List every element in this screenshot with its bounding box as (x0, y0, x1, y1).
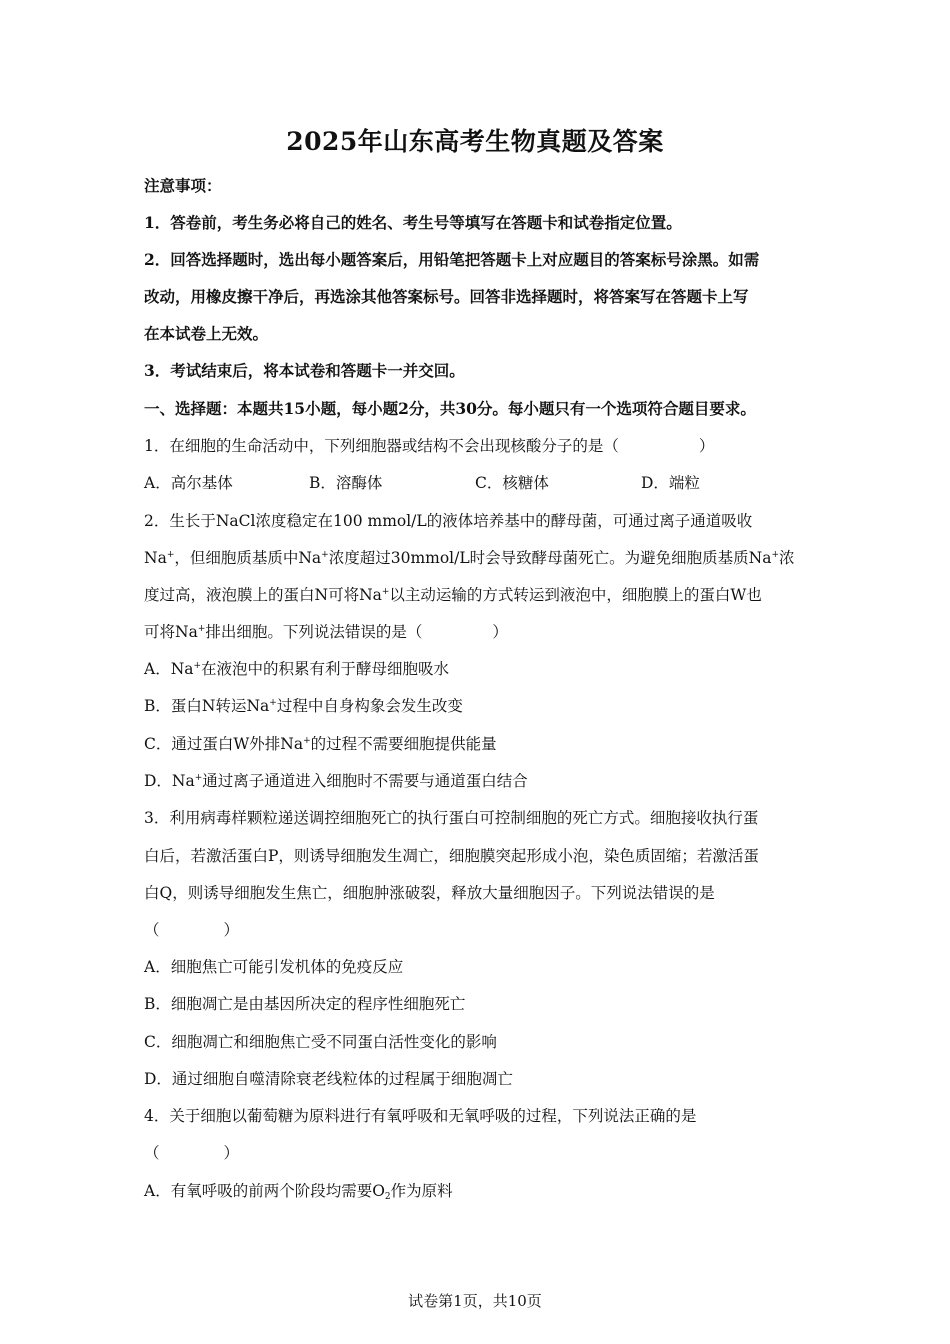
question-2-line-4 (144, 621, 814, 643)
text-fragment: 的过程不需要细胞提供能量 (310, 735, 497, 753)
answer-paren-close: ） (223, 1144, 240, 1162)
question-2-option-a (144, 658, 814, 680)
text-fragment: Na (144, 549, 167, 567)
page-footer: 试卷第1页，共10页 (408, 1292, 542, 1310)
text-fragment: 通过离子通道进入细胞时不需要与通道蛋白结合 (202, 772, 528, 790)
question-3-option-d: D．通过细胞自噬清除衰老线粒体的过程属于细胞凋亡 (144, 1070, 513, 1088)
superscript-plus: + (771, 550, 779, 560)
question-4-option-a (144, 1180, 814, 1202)
option-b: B．溶酶体 (309, 474, 383, 492)
question-3-option-c: C．细胞凋亡和细胞焦亡受不同蛋白活性变化的影响 (144, 1033, 497, 1051)
question-2-line-3 (144, 584, 814, 606)
superscript-plus: + (303, 736, 311, 746)
question-1-stem (144, 435, 814, 457)
question-3-line-2: 白后，若激活蛋白P，则诱导细胞发生凋亡，细胞膜突起形成小泡，染色质固缩；若激活蛋 (144, 847, 759, 865)
question-2-option-d (144, 770, 814, 792)
text-fragment: 浓 (779, 549, 795, 567)
superscript-plus: + (194, 773, 203, 783)
notice-item-1: 1．答卷前，考生务必将自己的姓名、考生号等填写在答题卡和试卷指定位置。 (144, 213, 682, 232)
document-title: 2025年山东高考生物真题及答案 (286, 127, 664, 156)
superscript-plus: + (166, 550, 175, 560)
superscript-plus: + (321, 550, 329, 560)
question-3-option-a: A．细胞焦亡可能引发机体的免疫反应 (144, 958, 404, 976)
text-fragment: 以主动运输的方式转运到液泡中，细胞膜上的蛋白W也 (389, 586, 762, 604)
question-3-line-1: 3．利用病毒样颗粒递送调控细胞死亡的执行蛋白可控制细胞的死亡方式。细胞接收执行蛋 (144, 809, 759, 827)
question-2-line-1: 2．生长于NaCl浓度稳定在100 mmol/L的液体培养基中的酵母菌，可通过离子通道吸收 (144, 512, 753, 530)
answer-paren-open: （ (144, 1144, 160, 1162)
notice-item-2-line-3: 在本试卷上无效。 (144, 324, 269, 343)
answer-paren-open: （ (144, 921, 160, 939)
text-fragment: 度过高，液泡膜上的蛋白N可将Na (144, 586, 382, 604)
question-3-option-b: B．细胞凋亡是由基因所决定的程序性细胞死亡 (144, 995, 466, 1013)
superscript-plus: + (269, 698, 277, 708)
answer-paren-close: ） (223, 921, 240, 939)
section-heading-choice: 一、选择题：本题共15小题，每小题2分，共30分。每小题只有一个选项符合题目要求。 (144, 399, 756, 418)
question-4-answer-paren (144, 1142, 814, 1164)
notice-item-3: 3．考试结束后，将本试卷和答题卡一并交回。 (144, 361, 465, 380)
question-2-option-c (144, 733, 814, 755)
text-fragment: 可将Na (144, 623, 198, 641)
question-3-line-3: 白Q，则诱导细胞发生焦亡，细胞肿涨破裂，释放大量细胞因子。下列说法错误的是 (144, 884, 715, 902)
question-2-line-2 (144, 547, 814, 569)
text-fragment: 浓度超过30mmol/L时会导致酵母菌死亡。为避免细胞质基质Na (328, 549, 772, 567)
text-fragment: B．蛋白N转运Na (144, 697, 270, 715)
superscript-plus: + (193, 661, 202, 671)
question-4-line-1: 4．关于细胞以葡萄糖为原料进行有氧呼吸和无氧呼吸的过程，下列说法正确的是 (144, 1107, 697, 1125)
question-3-answer-paren (144, 919, 814, 941)
superscript-plus: + (197, 624, 206, 634)
question-2-option-b (144, 695, 814, 717)
question-1-options (144, 472, 814, 494)
text-fragment: D．Na (144, 772, 195, 790)
text-fragment: 排出细胞。下列说法错误的是（ (205, 623, 423, 641)
notice-item-2-line-2: 改动，用橡皮擦干净后，再选涂其他答案标号。回答非选择题时，将答案写在答题卡上写 (144, 287, 749, 306)
answer-paren-close: ） (492, 623, 508, 641)
text-fragment: C．通过蛋白W外排Na (144, 735, 304, 753)
text-fragment: A．有氧呼吸的前两个阶段均需要O (144, 1182, 385, 1200)
option-d: D．端粒 (641, 474, 700, 492)
notice-heading: 注意事项： (144, 176, 222, 195)
notice-item-2-line-1: 2．回答选择题时，选出每小题答案后，用铅笔把答题卡上对应题目的答案标号涂黑。如需 (144, 250, 760, 269)
text-fragment: 作为原料 (390, 1182, 453, 1200)
subscript-two: 2 (384, 1192, 391, 1202)
answer-paren-close: ） (698, 437, 715, 455)
text-fragment: A．Na (144, 660, 194, 678)
text-fragment: 过程中自身构象会发生改变 (276, 697, 463, 715)
text-fragment: 在液泡中的积累有利于酵母细胞吸水 (201, 660, 450, 678)
superscript-plus: + (381, 587, 390, 597)
option-c: C．核糖体 (475, 474, 549, 492)
option-a: A．高尔基体 (144, 474, 233, 492)
question-1-text: 1．在细胞的生命活动中，下列细胞器或结构不会出现核酸分子的是（ (144, 437, 619, 455)
text-fragment: ，但细胞质基质中Na (174, 549, 322, 567)
